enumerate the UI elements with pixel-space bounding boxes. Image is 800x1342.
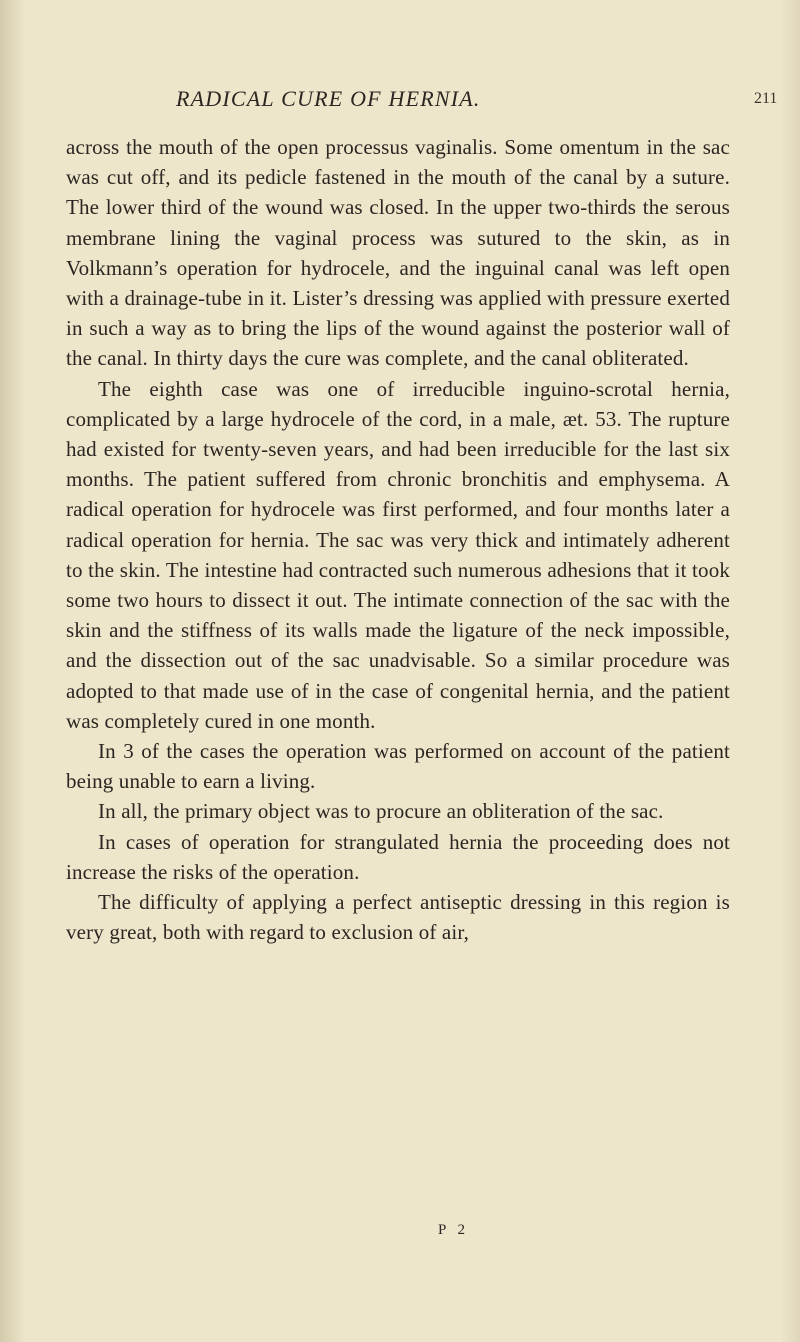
signature-mark: P 2 (438, 1222, 470, 1238)
body-text (66, 132, 730, 947)
paragraph: The eighth case was one of irreducible inguino-scrotal hernia, complicated by a large hydrocele of the cord, in a male, æt. 53. The rupture had existed for twenty-seven years, and had been irreducible for the last six months. The patient suffered from chronic bronchitis and emphysema. A radical operation for hydrocele was first performed, and four months later a radical operation for hernia. The sac was very thick and intimately adherent to the skin. The intestine had contracted such numerous adhesions that it took some two hours to dissect it out. The intimate connection of the sac with the skin and the stiffness of its walls made the ligature of the neck impossible, and the dissection out of the sac unadvisable. So a similar procedure was adopted to that made use of in the case of congenital hernia, and the patient was completely cured in one month. (66, 376, 730, 733)
paragraph: In 3 of the cases the operation was performed on account of the patient being unable to earn a living. (66, 739, 730, 794)
paragraph: In all, the primary object was to procure an obliteration of the sac. (98, 799, 664, 824)
page-header (0, 86, 800, 116)
paragraph: across the mouth of the open processus vaginalis. Some omentum in the sac was cut off, and its pedicle fastened in the mouth of the canal by a suture. The lower third of the wound was closed. In the upper two-thirds the serous membrane lining the vaginal process was sutured to the skin, as in Volkmann’s operation for hydrocele, and the inguinal canal was left open with a drainage-tube in it. Lister’s dressing was applied with pressure exerted in such a way as to bring the lips of the wound against the posterior wall of the canal. In thirty days the cure was complete, and the canal obliterated. (66, 135, 730, 371)
paragraph: In cases of operation for strangulated hernia the proceeding does not increase the risks of the operation. (66, 829, 730, 884)
paragraph: The difficulty of applying a perfect antiseptic dressing in this region is very great, both with regard to exclusion of air, (66, 890, 730, 945)
running-title: RADICAL CURE OF HERNIA. (176, 86, 481, 111)
page-number: 211 (754, 90, 778, 107)
